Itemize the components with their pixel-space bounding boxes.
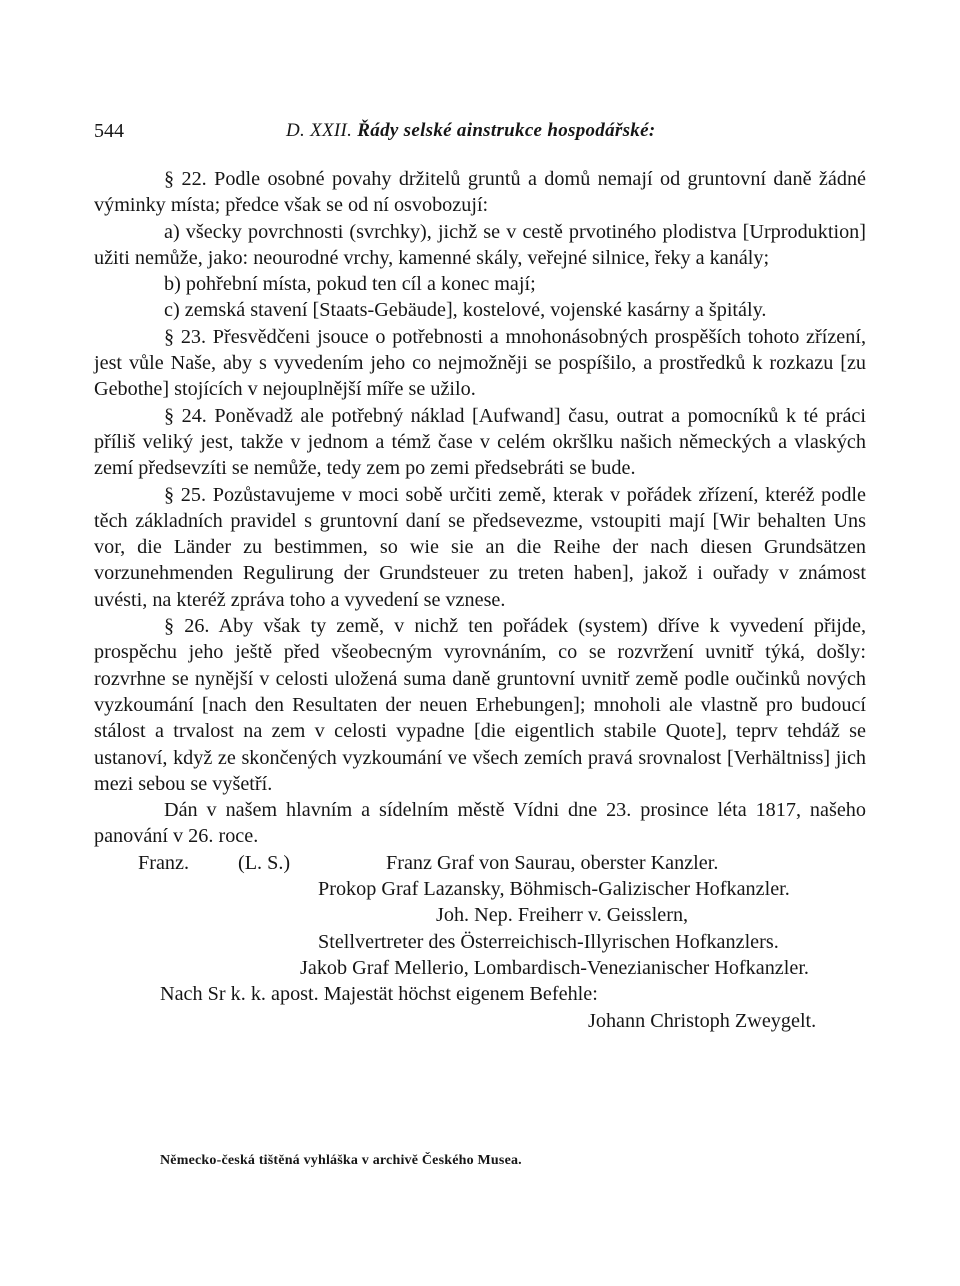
seal-mark: (L. S.) <box>238 851 291 874</box>
running-title <box>286 120 655 142</box>
page-header <box>0 120 960 144</box>
signature-lazansky: Prokop Graf Lazansky, Böhmisch-Galizischer Hofkanzler. <box>318 878 790 901</box>
signature-saurau: Franz Graf von Saurau, oberster Kanzler. <box>386 851 719 874</box>
section-26: § 26. Aby však ty země, v nichž ten pořádek (system) dříve k vyvedení přijde, prospěchu jeho ještě před všeobecným vyrovnáním, co se rozvržení uvnitř týká, došly: rozvrhne se nynější v celosti uložená suma daně gruntovní uvnitř země podle oučinků nových vyzkoumání [nach den Resultaten der neuen Erhebungen]; mnoholi ale vlastně pro budoucí stálost a trvalost na zem v celosti vypadne [die eigentlich stabile Quote], teprv tehdáž se ustanoví, když ze skončených vyzkoumání ve všech zemích pravá srovnalost [Verhältniss] jich mezi sebou se vyšetří. <box>94 615 866 795</box>
section-22-item-a: a) všecky povrchnosti (svrchky), jichž se v cestě prvotiného plodistva [Urproduktion] užiti nemůže, jako: neourodné vrchy, kamenné skály, veřejné silnice, řeky a kanály; <box>94 220 866 269</box>
signature-zweygelt: Johann Christoph Zweygelt. <box>588 1009 817 1032</box>
running-title-prefix: D. XXII. <box>286 120 358 141</box>
signature-line-7 <box>94 1008 866 1034</box>
befehle-line: Nach Sr k. k. apost. Majestät höchst eigenem Befehle: <box>160 983 598 1006</box>
section-25: § 25. Pozůstavujeme v moci sobě určiti země, kterak v pořádek zřízení, kteréž podle těch základních pravidel s gruntovní daní se předsevezme, vstoupiti mají [Wir behalten Uns vor, die Länder zu bestimmen, so wie sie an die Reihe der nach diesen Grundsätzen vorzunehmenden Regulirung der Grundsteuer zu treten haben], jakož i ouřady v známost uvésti, na kteréž zpráva toho a vyvedení se vznese. <box>94 483 866 611</box>
signature-line-1 <box>94 850 866 876</box>
page-number: 544 <box>94 120 124 142</box>
signature-line-6 <box>94 981 866 1007</box>
signature-stellvertreter: Stellvertreter des Österreichisch-Illyrischen Hofkanzlers. <box>318 930 779 953</box>
signature-line-2 <box>94 876 866 902</box>
signature-line-5 <box>94 955 866 981</box>
signature-line-3 <box>94 902 866 928</box>
running-title-text: Řády selské ainstrukce hospodářské: <box>357 120 656 141</box>
section-24: § 24. Poněvadž ale potřebný náklad [Aufwand] času, outrat a pomocníků k té práci příliš veliký jest, takže v jednom a témž čase v celém okršlku našich německých a vlaských zemí předsevzíti se nemůže, tedy zem po zemi předsebráti se bude. <box>94 404 866 480</box>
signature-line-4 <box>94 929 866 955</box>
source-note: Německo-česká tištěná vyhláška v archivě Českého Musea. <box>160 1153 522 1168</box>
signature-mellerio: Jakob Graf Mellerio, Lombardisch-Venezianischer Hofkanzler. <box>300 956 809 979</box>
signature-emperor: Franz. <box>138 851 190 874</box>
section-22: § 22. Podle osobné povahy držitelů gruntů a domů nemají od gruntovní daně žádné výminky místa; předce však se od ní osvobozují: <box>94 168 866 217</box>
document-body <box>94 166 866 1034</box>
section-22-item-b: b) pohřební místa, pokud ten cíl a konec mají; <box>164 273 536 296</box>
signature-geisslern: Joh. Nep. Freiherr v. Geisslern, <box>436 904 689 927</box>
dated-line: Dán v našem hlavním a sídelním městě Vídni dne 23. prosince léta 1817, našeho panování v 26. roce. <box>94 799 866 848</box>
section-22-item-c: c) zemská stavení [Staats-Gebäude], kostelové, vojenské kasárny a špitály. <box>164 299 767 322</box>
section-23: § 23. Přesvědčeni jsouce o potřebnosti a mnohonásobných prospěších tohoto zřízení, jest vůle Naše, aby s vyvedením jeho co nejmožněji se pospíšilo, a prostředků k rozkazu [zu Gebothe] stojících v nejouplnější míře se užilo. <box>94 325 866 401</box>
